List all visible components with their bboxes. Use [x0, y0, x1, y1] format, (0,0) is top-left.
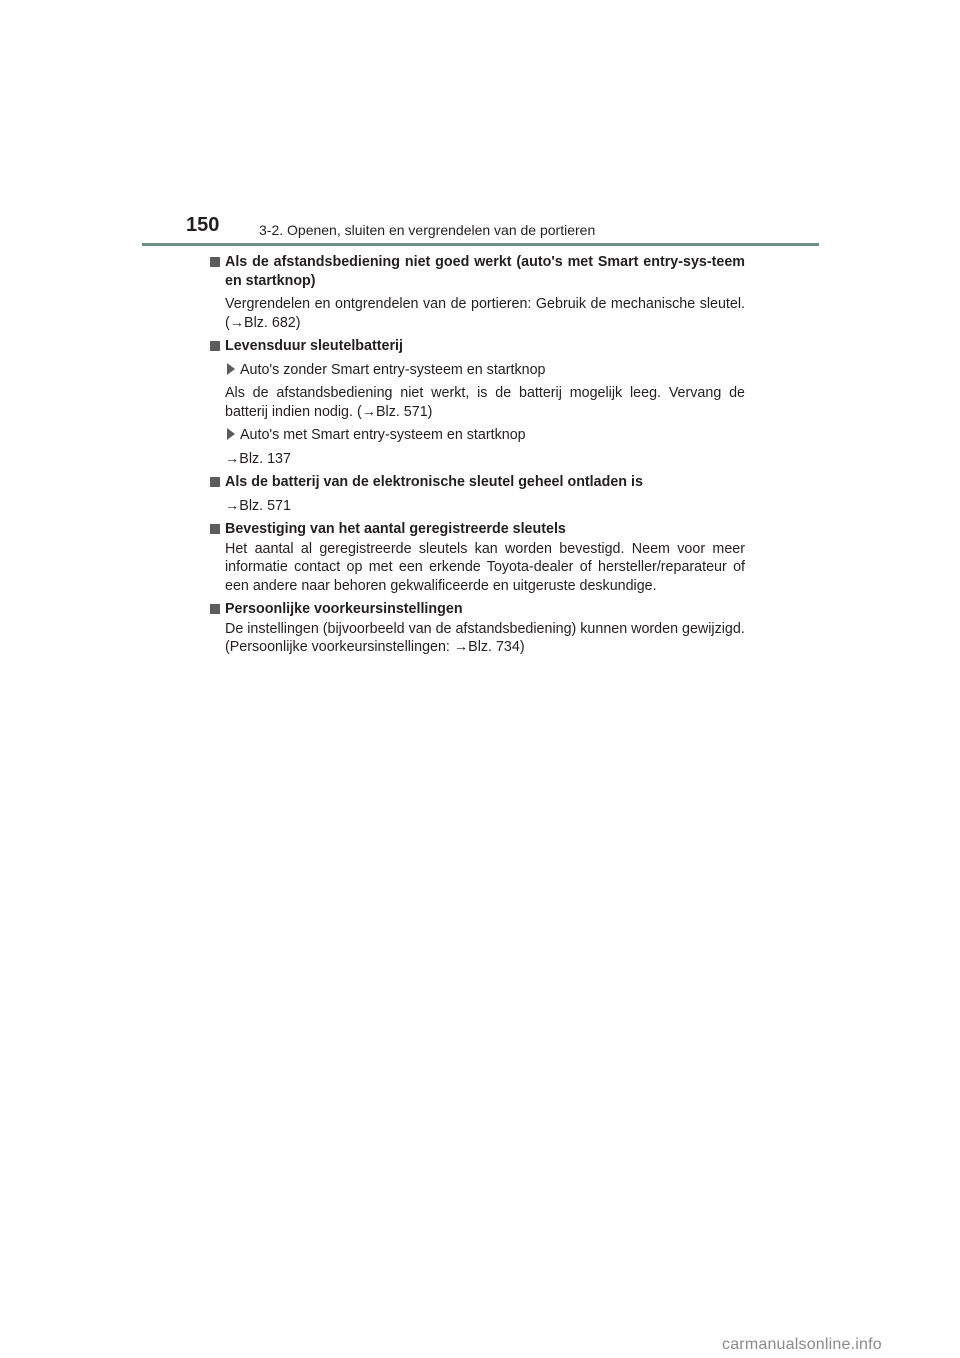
sub-item-without-smart-entry: Auto's zonder Smart entry-systeem en startknop: [210, 361, 745, 380]
square-bullet-icon: [210, 341, 220, 351]
triangle-bullet-icon: [227, 363, 235, 375]
page-number: 150: [186, 214, 220, 236]
section-heading: Als de afstandsbediening niet goed werkt (auto's met Smart entry-sys-teem en startknop): [210, 253, 745, 290]
section-body: Vergrendelen en ontgrendelen van de portieren: Gebruik de mechanische sleutel. (→Blz. 682): [225, 296, 745, 331]
section-registered-keys: [210, 520, 745, 595]
section-personal-settings: [210, 600, 745, 657]
section-battery-discharged: [210, 473, 745, 515]
section-remote-malfunction: [210, 253, 745, 332]
page-reference: (Persoonlijke voorkeursinstellingen: →Blz. 734): [225, 639, 525, 655]
chapter-title: 3-2. Openen, sluiten en vergrendelen van de portieren: [259, 222, 596, 238]
section-heading: Bevestiging van het aantal geregistreerde sleutels: [210, 520, 745, 539]
header-divider: [142, 243, 819, 246]
sub-item-with-smart-entry: Auto's met Smart entry-systeem en startknop: [210, 426, 745, 445]
section-battery-life: [210, 337, 745, 468]
square-bullet-icon: [210, 524, 220, 534]
triangle-bullet-icon: [227, 428, 235, 440]
square-bullet-icon: [210, 477, 220, 487]
page-content: [210, 253, 745, 662]
section-body: De instellingen (bijvoorbeeld van de afstandsbediening) kunnen worden gewijzigd.: [225, 620, 745, 637]
square-bullet-icon: [210, 257, 220, 267]
page-reference: →Blz. 137: [225, 450, 291, 467]
square-bullet-icon: [210, 604, 220, 614]
section-heading: Persoonlijke voorkeursinstellingen: [210, 600, 745, 619]
page-reference: →Blz. 571: [225, 497, 291, 514]
section-body: Als de afstandsbediening niet werkt, is de batterij mogelijk leeg. Vervang de batterij indien nodig. (→Blz. 571): [225, 385, 745, 420]
section-heading: Levensduur sleutelbatterij: [210, 337, 745, 356]
watermark-text: carmanualsonline.info: [722, 1336, 882, 1353]
section-body: Het aantal al geregistreerde sleutels kan worden bevestigd. Neem voor meer informatie contact op met een erkende Toyota-dealer of hersteller/reparateur of een andere naar behoren gekwalificeerde en uitgeruste deskundige.: [225, 540, 745, 594]
section-heading: Als de batterij van de elektronische sleutel geheel ontladen is: [210, 473, 745, 492]
